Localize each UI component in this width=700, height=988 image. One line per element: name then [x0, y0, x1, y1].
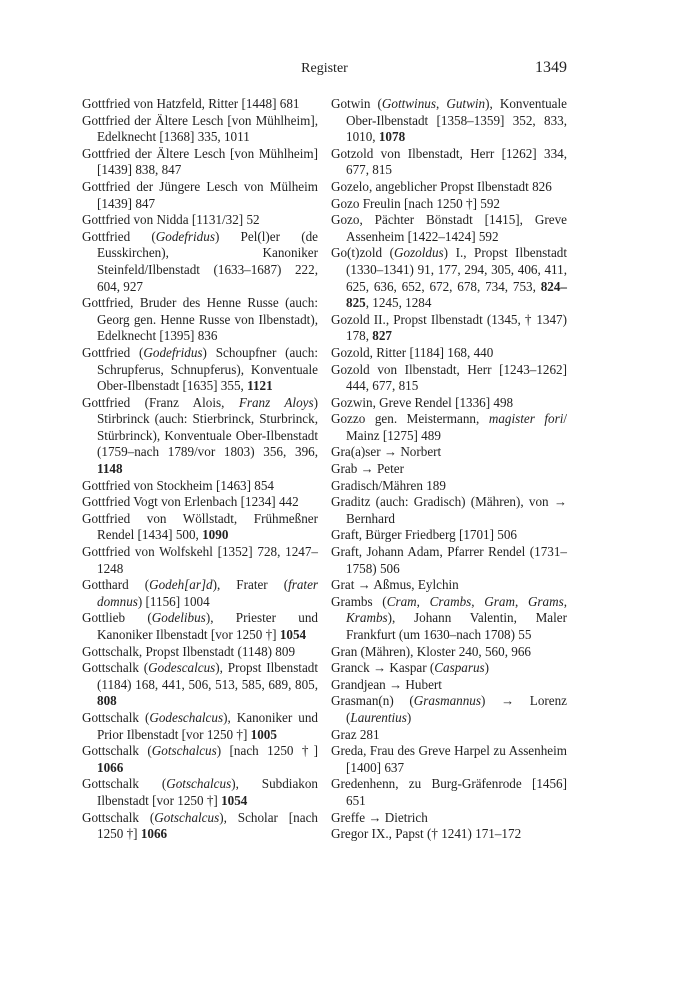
index-entry: Gottschalk (Gotschalcus) [nach 1250 †] 1066	[82, 743, 319, 775]
index-entry: Gottlieb (Godelibus), Priester und Kanoniker Ilbenstadt [vor 1250 †] 1054	[82, 610, 318, 642]
index-entry: Gottschalk (Gotschalcus), Subdiakon Ilbenstadt [vor 1250 †] 1054	[82, 776, 318, 808]
index-entry: Gottfried der Ältere Lesch [von Mühlheim] [1439] 838, 847	[82, 145, 318, 178]
index-entry: Gozold, Ritter [1184] 168, 440	[331, 344, 494, 360]
index-entry: Grat → Aßmus, Eylchin	[331, 577, 459, 593]
index-entry: Gozold von Ilbenstadt, Herr [1243–1262] 444, 677, 815	[331, 361, 567, 394]
index-entry: Gottschalk, Propst Ilbenstadt (1148) 809	[82, 643, 296, 659]
index-entry: Grasman(n) (Grasmannus) → Lorenz (Laurentius)	[331, 693, 568, 725]
index-entry: Graditz (auch: Gradisch) (Mähren), von → Bernhard	[331, 494, 567, 526]
index-entry: Graft, Johann Adam, Pfarrer Rendel (1731–1758) 506	[331, 544, 567, 576]
index-entry: Gottfried von Hatzfeld, Ritter [1448] 681	[82, 96, 300, 111]
index-entry: Gottfried von Wolfskehl [1352] 728, 1247–1248	[82, 544, 318, 576]
index-entry: Graz 281	[331, 726, 380, 742]
index-entry: Greffe → Dietrich	[331, 809, 428, 825]
index-entry: Gradisch/Mähren 189	[331, 477, 446, 493]
index-entry: Greda, Frau des Greve Harpel zu Assenheim [1400] 637	[331, 743, 567, 775]
index-entry: Gottfried von Wöllstadt, Frühmeßner Rendel [1434] 500, 1090	[82, 510, 318, 543]
index-entry: Gottfried von Nidda [1131/32] 52	[82, 212, 260, 228]
index-entry: Gottschalk (Godeschalcus), Kanoniker und Prior Ilbenstadt [vor 1250 †] 1005	[82, 709, 319, 742]
index-entry: Gotthard (Godeh[ar]d), Frater (frater domnus) [1156] 1004	[82, 577, 319, 609]
index-entry: Gozelo, angeblicher Propst Ilbenstadt 826	[331, 178, 552, 194]
index-column-right	[331, 96, 567, 843]
index-entry: Grandjean → Hubert	[331, 676, 442, 692]
index-column-left	[82, 96, 318, 843]
index-entry: Go(t)zold (Gozoldus) I., Propst Ilbenstadt (1330–1341) 91, 177, 294, 305, 406, 411, 625, 636, 652, 672, 678, 734, 753, 824–825, 1245, 1284	[331, 245, 567, 311]
index-entry: Gottfried (Godefridus) Pel(l)er (de Eusskirchen), Kanoniker Steinfeld/Ilbenstadt (1633–1687) 222, 604, 927	[82, 228, 318, 294]
index-entry: Gottschalk (Godescalcus), Propst Ilbenstadt (1184) 168, 441, 506, 513, 585, 689, 805, 808	[82, 660, 319, 709]
index-entry: Gozo Freulin [nach 1250 †] 592	[331, 195, 500, 211]
index-entry: Granck → Kaspar (Casparus)	[331, 660, 490, 676]
index-entry: Grambs (Cram, Crambs, Gram, Grams, Krambs), Johann Valentin, Maler Frankfurt (um 1630–nach 1708) 55	[331, 593, 568, 642]
index-entry: Gran (Mähren), Kloster 240, 560, 966	[331, 643, 531, 659]
index-entry: Gottfried der Ältere Lesch [von Mühlheim], Edelknecht [1368] 335, 1011	[82, 112, 318, 145]
index-entry: Gottfried (Franz Alois, Franz Aloys) Stirbrinck (auch: Stierbrinck, Sturbrinck, Stürbrinck), Konventuale Ober-Ilbenstadt (1759–nach 1789/vor 1803) 356, 396, 1148	[82, 394, 318, 477]
index-entry: Graft, Bürger Friedberg [1701] 506	[331, 527, 517, 543]
index-entry: Gotzold von Ilbenstadt, Herr [1262] 334, 677, 815	[331, 145, 567, 178]
index-entry: Gottfried Vogt von Erlenbach [1234] 442	[82, 494, 299, 510]
index-entry: Gottfried (Godefridus) Schoupfner (auch: Schrupferus, Schnupferus), Konventuale Ober-Ilbenstadt [1635] 355, 1121	[82, 344, 318, 394]
index-entry: Gozo, Pächter Bönstadt [1415], Greve Assenheim [1422–1424] 592	[331, 212, 567, 244]
index-entry: Gozwin, Greve Rendel [1336] 498	[331, 394, 514, 410]
index-entry: Gotwin (Gottwinus, Gutwin), Konventuale Ober-Ilbenstadt [1358–1359] 352, 833, 1010, 1078	[331, 96, 567, 145]
index-entry: Gottfried, Bruder des Henne Russe (auch: Georg gen. Henne Russe von Ilbenstadt), Edelknecht [1395] 836	[82, 295, 318, 344]
running-title: Register	[301, 61, 348, 76]
page-number: 1349	[535, 59, 567, 76]
index-entry: Gregor IX., Papst († 1241) 171–172	[331, 826, 522, 842]
index-entry: Gozzo gen. Meistermann, magister fori/ Mainz [1275] 489	[331, 411, 568, 443]
index-entry: Gredenhenn, zu Burg-Gräfenrode [1456] 651	[331, 776, 567, 808]
index-entry: Gottfried der Jüngere Lesch von Mülheim [1439] 847	[82, 178, 318, 211]
index-entry: Gottschalk (Gotschalcus), Scholar [nach 1250 †] 1066	[82, 809, 318, 842]
index-entry: Gra(a)ser → Norbert	[331, 444, 442, 460]
index-entry: Grab → Peter	[331, 461, 404, 477]
index-entry: Gottfried von Stockheim [1463] 854	[82, 477, 274, 493]
page-header	[82, 61, 567, 81]
index-entry: Gozold II., Propst Ilbenstadt (1345, † 1347) 178, 827	[331, 311, 567, 344]
